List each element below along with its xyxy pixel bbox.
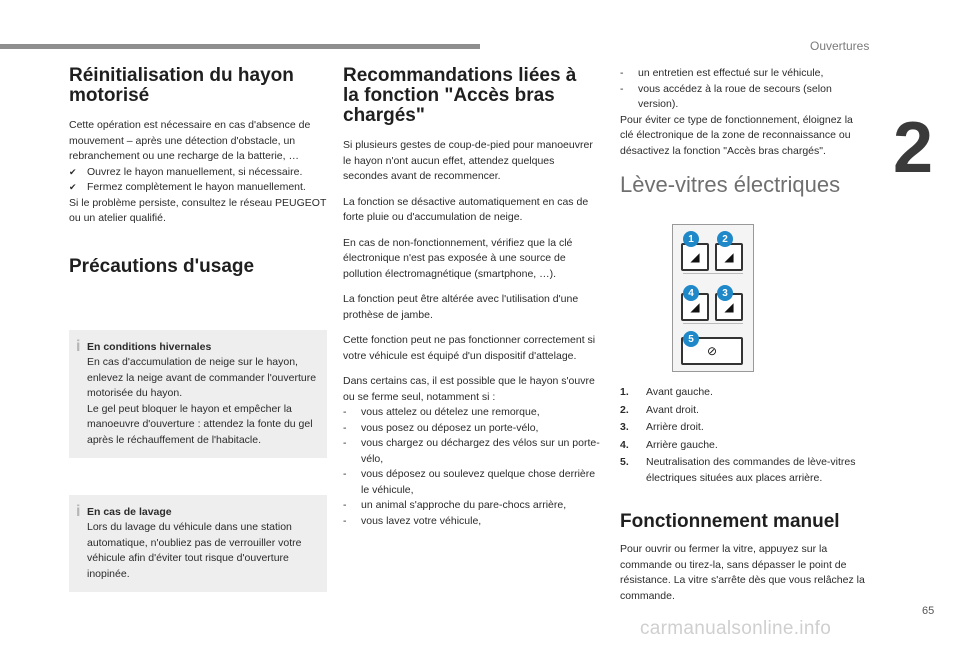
section-name: Ouvertures (810, 39, 870, 53)
info-icon: i (76, 503, 81, 520)
info-icon: i (76, 338, 81, 355)
badge-3: 3 (717, 285, 733, 301)
column-3 (620, 66, 868, 197)
list-item: - vous posez ou déposez un porte-vélo, (343, 421, 539, 434)
washing-note-title: En cas de lavage (87, 506, 172, 518)
recommendations-title: Recommandations liées à la fonction "Accès bras chargés" (343, 65, 577, 126)
window-lock-switch[interactable]: ⊘ (681, 337, 743, 365)
washing-note-body: Lors du lavage du véhicule dans une station automatique, n'oubliez pas de verrouiller votre véhicule afin d'éviter tout risque d'ouverture inopinée. (87, 521, 302, 580)
precautions-title: Précautions d'usage (69, 255, 255, 277)
column-1 (69, 66, 327, 277)
windows-legend (620, 384, 865, 486)
badge-2: 2 (717, 231, 733, 247)
column-2 (343, 66, 601, 529)
washing-note (69, 495, 327, 592)
badge-5: 5 (683, 331, 699, 347)
legend-item: 2. Avant droit. (620, 403, 699, 416)
watermark: carmanualsonline.info (640, 618, 832, 639)
window-switch-rear-right[interactable]: ◢ (715, 293, 743, 321)
reset-title: Réinitialisation du hayon motorisé (69, 65, 294, 106)
manual-title: Fonctionnement manuel (620, 511, 840, 532)
divider (683, 273, 743, 274)
legend-item: 5. Neutralisation des commandes de lève-vitres électriques situées aux places arrière. (620, 456, 856, 484)
winter-note-title: En conditions hivernales (87, 341, 212, 353)
badge-1: 1 (683, 231, 699, 247)
winter-note-body: En cas d'accumulation de neige sur le hayon, enlevez la neige avant de commander l'ouverture motorisée du hayon. Le gel peut bloquer le hayon et empêcher la manoeuvre d'ouverture : attendez la fonte du gel après le réchauffement de l'habitacle. (87, 356, 317, 446)
window-switch-panel (672, 224, 754, 372)
list-item: - vous accédez à la roue de secours (selon version). (620, 82, 832, 110)
window-switch-rear-left[interactable]: ◢ (681, 293, 709, 321)
rec-p3: En cas de non-fonctionnement, vérifiez que la clé électronique n'est pas exposée à une source de pollution électromagnétique (smartphone, …). (343, 236, 573, 280)
rec-p4: La fonction peut être altérée avec l'utilisation d'une prothèse de jambe. (343, 293, 579, 321)
reset-outro: Si le problème persiste, consultez le réseau PEUGEOT ou un atelier qualifié. (69, 196, 327, 224)
legend-item: 3. Arrière droit. (620, 421, 704, 433)
manual-body: Pour ouvrir ou fermer la vitre, appuyez sur la commande ou tirez-la, sans dépasser le point de résistance. La vitre s'arrête dès que vous relâchez la commande. (620, 543, 865, 602)
list-item: - un entretien est effectué sur le véhicule, (620, 67, 824, 79)
chapter-number: 2 (893, 108, 934, 188)
list-item: - vous attelez ou dételez une remorque, (343, 406, 540, 418)
divider (683, 323, 743, 324)
list-item: - un animal s'approche du pare-chocs arrière, (343, 499, 567, 511)
legend-item: 4. Arrière gauche. (620, 438, 718, 451)
list-item: - vous lavez votre véhicule, (343, 514, 482, 527)
badge-4: 4 (683, 285, 699, 301)
window-switch-front-right[interactable]: ◢ (715, 243, 743, 271)
reset-step: ✔ Ouvrez le hayon manuellement, si nécessaire. (69, 165, 303, 178)
list-item: - vous déposez ou soulevez quelque chose derrière le véhicule, (343, 468, 596, 496)
reset-step: ✔ Fermez complètement le hayon manuellement. (69, 181, 306, 193)
windows-title: Lève-vitres électriques (620, 172, 841, 197)
rec-p2: La fonction se désactive automatiquement en cas de forte pluie ou d'accumulation de neige. (343, 195, 589, 223)
winter-note (69, 330, 327, 458)
avoid-text: Pour éviter ce type de fonctionnement, éloignez la clé électronique de la zone de reconnaissance ou désactivez la fonction "Accès bras chargés". (620, 113, 853, 157)
reset-intro: Cette opération est nécessaire en cas d'absence de mouvement – après une détection d'obstacle, un rebranchement ou une recharge de la batterie, … (69, 119, 311, 162)
rec-p5: Cette fonction peut ne pas fonctionner correctement si votre véhicule est équipé d'un dispositif d'attelage. (343, 334, 596, 362)
rec-p6: Dans certains cas, il est possible que le hayon s'ouvre ou se ferme seul, notamment si : (343, 375, 595, 403)
window-switch-front-left[interactable]: ◢ (681, 243, 709, 271)
header-bar (0, 44, 480, 49)
list-item: - vous chargez ou déchargez des vélos sur un porte-vélo, (343, 437, 600, 465)
legend-item: 1. Avant gauche. (620, 386, 713, 398)
page-number: 65 (922, 605, 935, 617)
rec-p1: Si plusieurs gestes de coup-de-pied pour manoeuvrer le hayon n'ont aucun effet, attendez quelques secondes avant de recommencer. (343, 139, 593, 182)
